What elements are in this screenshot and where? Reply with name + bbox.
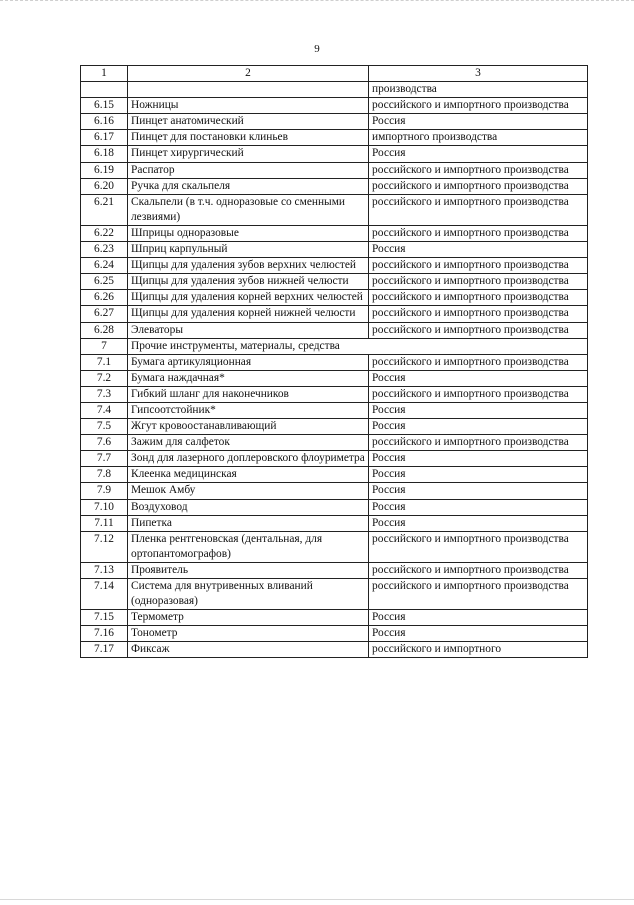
table-row xyxy=(81,579,588,610)
row-number: 6.24 xyxy=(81,258,128,274)
table-row xyxy=(81,610,588,626)
table-row xyxy=(81,451,588,467)
row-number: 6.22 xyxy=(81,225,128,241)
row-origin: Россия xyxy=(369,242,588,258)
row-origin: Россия xyxy=(369,483,588,499)
header-col-1: 1 xyxy=(81,66,128,82)
row-origin: российского и импортного производства xyxy=(369,194,588,225)
table-row xyxy=(81,483,588,499)
row-origin: Россия xyxy=(369,451,588,467)
table-row xyxy=(81,258,588,274)
row-name: Воздуховод xyxy=(128,499,369,515)
section-title: Прочие инструменты, материалы, средства xyxy=(128,338,588,354)
row-name: Пинцет для постановки клиньев xyxy=(128,130,369,146)
table-row xyxy=(81,290,588,306)
row-origin: импортного производства xyxy=(369,130,588,146)
row-name: Ручка для скальпеля xyxy=(128,178,369,194)
row-number: 7.4 xyxy=(81,402,128,418)
row-number: 6.15 xyxy=(81,98,128,114)
table-row xyxy=(81,225,588,241)
row-name: Пинцет хирургический xyxy=(128,146,369,162)
table-row xyxy=(81,354,588,370)
row-name: Щипцы для удаления корней нижней челюсти xyxy=(128,306,369,322)
row-name: Мешок Амбу xyxy=(128,483,369,499)
row-name: Фиксаж xyxy=(128,642,369,658)
table-row xyxy=(81,435,588,451)
row-name: Жгут кровоостанавливающий xyxy=(128,419,369,435)
row-name: Элеваторы xyxy=(128,322,369,338)
page-bottom-edge xyxy=(0,899,634,901)
table-row xyxy=(81,370,588,386)
row-origin: российского и импортного производства xyxy=(369,322,588,338)
row-name: Шприц карпульный xyxy=(128,242,369,258)
row-name: Пинцет анатомический xyxy=(128,114,369,130)
row-origin: Россия xyxy=(369,402,588,418)
row-name: Пленка рентгеновская (дентальная, для ортопантомографов) xyxy=(128,531,369,562)
table-row xyxy=(81,114,588,130)
row-number: 6.26 xyxy=(81,290,128,306)
row-origin: Россия xyxy=(369,114,588,130)
table-row xyxy=(81,274,588,290)
row-origin: российского и импортного xyxy=(369,642,588,658)
row-number xyxy=(81,82,128,98)
row-number: 7.15 xyxy=(81,610,128,626)
row-number: 6.18 xyxy=(81,146,128,162)
row-number: 7.3 xyxy=(81,386,128,402)
table-row xyxy=(81,322,588,338)
row-number: 7.2 xyxy=(81,370,128,386)
row-number: 6.25 xyxy=(81,274,128,290)
row-number: 6.16 xyxy=(81,114,128,130)
row-name: Распатор xyxy=(128,162,369,178)
row-origin: российского и импортного производства xyxy=(369,225,588,241)
table-row xyxy=(81,386,588,402)
table-header-row xyxy=(81,66,588,82)
row-number: 7.10 xyxy=(81,499,128,515)
table-row xyxy=(81,562,588,578)
row-origin: Россия xyxy=(369,419,588,435)
row-origin: российского и импортного производства xyxy=(369,386,588,402)
row-number: 7.16 xyxy=(81,626,128,642)
row-name: Скальпели (в т.ч. одноразовые со сменными лезвиями) xyxy=(128,194,369,225)
table-row xyxy=(81,419,588,435)
row-name: Проявитель xyxy=(128,562,369,578)
row-number: 7.14 xyxy=(81,579,128,610)
row-number: 6.27 xyxy=(81,306,128,322)
row-name: Зажим для салфеток xyxy=(128,435,369,451)
row-name: Клеенка медицинская xyxy=(128,467,369,483)
table-row xyxy=(81,467,588,483)
row-name: Термометр xyxy=(128,610,369,626)
table-row xyxy=(81,194,588,225)
table-row xyxy=(81,531,588,562)
row-number: 7.8 xyxy=(81,467,128,483)
row-origin: Россия xyxy=(369,626,588,642)
table-row xyxy=(81,306,588,322)
continuation-row xyxy=(81,82,588,98)
row-number: 6.23 xyxy=(81,242,128,258)
table-row xyxy=(81,146,588,162)
row-name: Щипцы для удаления корней верхних челюстей xyxy=(128,290,369,306)
section-row xyxy=(81,338,588,354)
table-row xyxy=(81,242,588,258)
row-number: 7.6 xyxy=(81,435,128,451)
items-table xyxy=(80,65,588,658)
row-name: Шприцы одноразовые xyxy=(128,225,369,241)
table-row xyxy=(81,626,588,642)
row-origin: российского и импортного производства xyxy=(369,306,588,322)
row-origin: российского и импортного производства xyxy=(369,562,588,578)
section-number: 7 xyxy=(81,338,128,354)
table-row xyxy=(81,130,588,146)
row-origin: российского и импортного производства xyxy=(369,435,588,451)
row-name: Система для внутривенных вливаний (одноразовая) xyxy=(128,579,369,610)
row-name: Гибкий шланг для наконечников xyxy=(128,386,369,402)
table-row xyxy=(81,402,588,418)
row-origin: российского и импортного производства xyxy=(369,290,588,306)
table-row xyxy=(81,162,588,178)
row-origin: Россия xyxy=(369,515,588,531)
row-number: 7.5 xyxy=(81,419,128,435)
page-top-edge xyxy=(0,0,634,2)
row-origin: Россия xyxy=(369,610,588,626)
row-origin: Россия xyxy=(369,467,588,483)
row-origin: российского и импортного производства xyxy=(369,178,588,194)
row-origin: российского и импортного производства xyxy=(369,98,588,114)
table-row xyxy=(81,98,588,114)
row-number: 6.28 xyxy=(81,322,128,338)
row-origin: Россия xyxy=(369,146,588,162)
row-name: Щипцы для удаления зубов нижней челюсти xyxy=(128,274,369,290)
row-name: Зонд для лазерного доплеровского флоуриметра xyxy=(128,451,369,467)
row-name: Пипетка xyxy=(128,515,369,531)
row-name: Бумага наждачная* xyxy=(128,370,369,386)
table-row xyxy=(81,515,588,531)
row-origin: российского и импортного производства xyxy=(369,531,588,562)
table-row xyxy=(81,499,588,515)
row-number: 7.13 xyxy=(81,562,128,578)
row-number: 7.9 xyxy=(81,483,128,499)
row-name: Ножницы xyxy=(128,98,369,114)
table-row xyxy=(81,178,588,194)
row-number: 6.21 xyxy=(81,194,128,225)
page-number: 9 xyxy=(314,43,320,55)
row-origin: российского и импортного производства xyxy=(369,274,588,290)
row-number: 6.19 xyxy=(81,162,128,178)
row-name: Тонометр xyxy=(128,626,369,642)
row-origin: российского и импортного производства xyxy=(369,162,588,178)
row-number: 7.11 xyxy=(81,515,128,531)
row-name: Гипсоотстойник* xyxy=(128,402,369,418)
row-origin: российского и импортного производства xyxy=(369,354,588,370)
header-col-2: 2 xyxy=(128,66,369,82)
row-name xyxy=(128,82,369,98)
row-number: 7.1 xyxy=(81,354,128,370)
row-origin: российского и импортного производства xyxy=(369,258,588,274)
row-origin: российского и импортного производства xyxy=(369,579,588,610)
row-origin: производства xyxy=(369,82,588,98)
row-number: 6.20 xyxy=(81,178,128,194)
row-number: 7.17 xyxy=(81,642,128,658)
row-origin: Россия xyxy=(369,499,588,515)
row-number: 7.7 xyxy=(81,451,128,467)
row-number: 6.17 xyxy=(81,130,128,146)
row-number: 7.12 xyxy=(81,531,128,562)
header-col-3: 3 xyxy=(369,66,588,82)
row-name: Щипцы для удаления зубов верхних челюстей xyxy=(128,258,369,274)
row-origin: Россия xyxy=(369,370,588,386)
row-name: Бумага артикуляционная xyxy=(128,354,369,370)
table-row xyxy=(81,642,588,658)
